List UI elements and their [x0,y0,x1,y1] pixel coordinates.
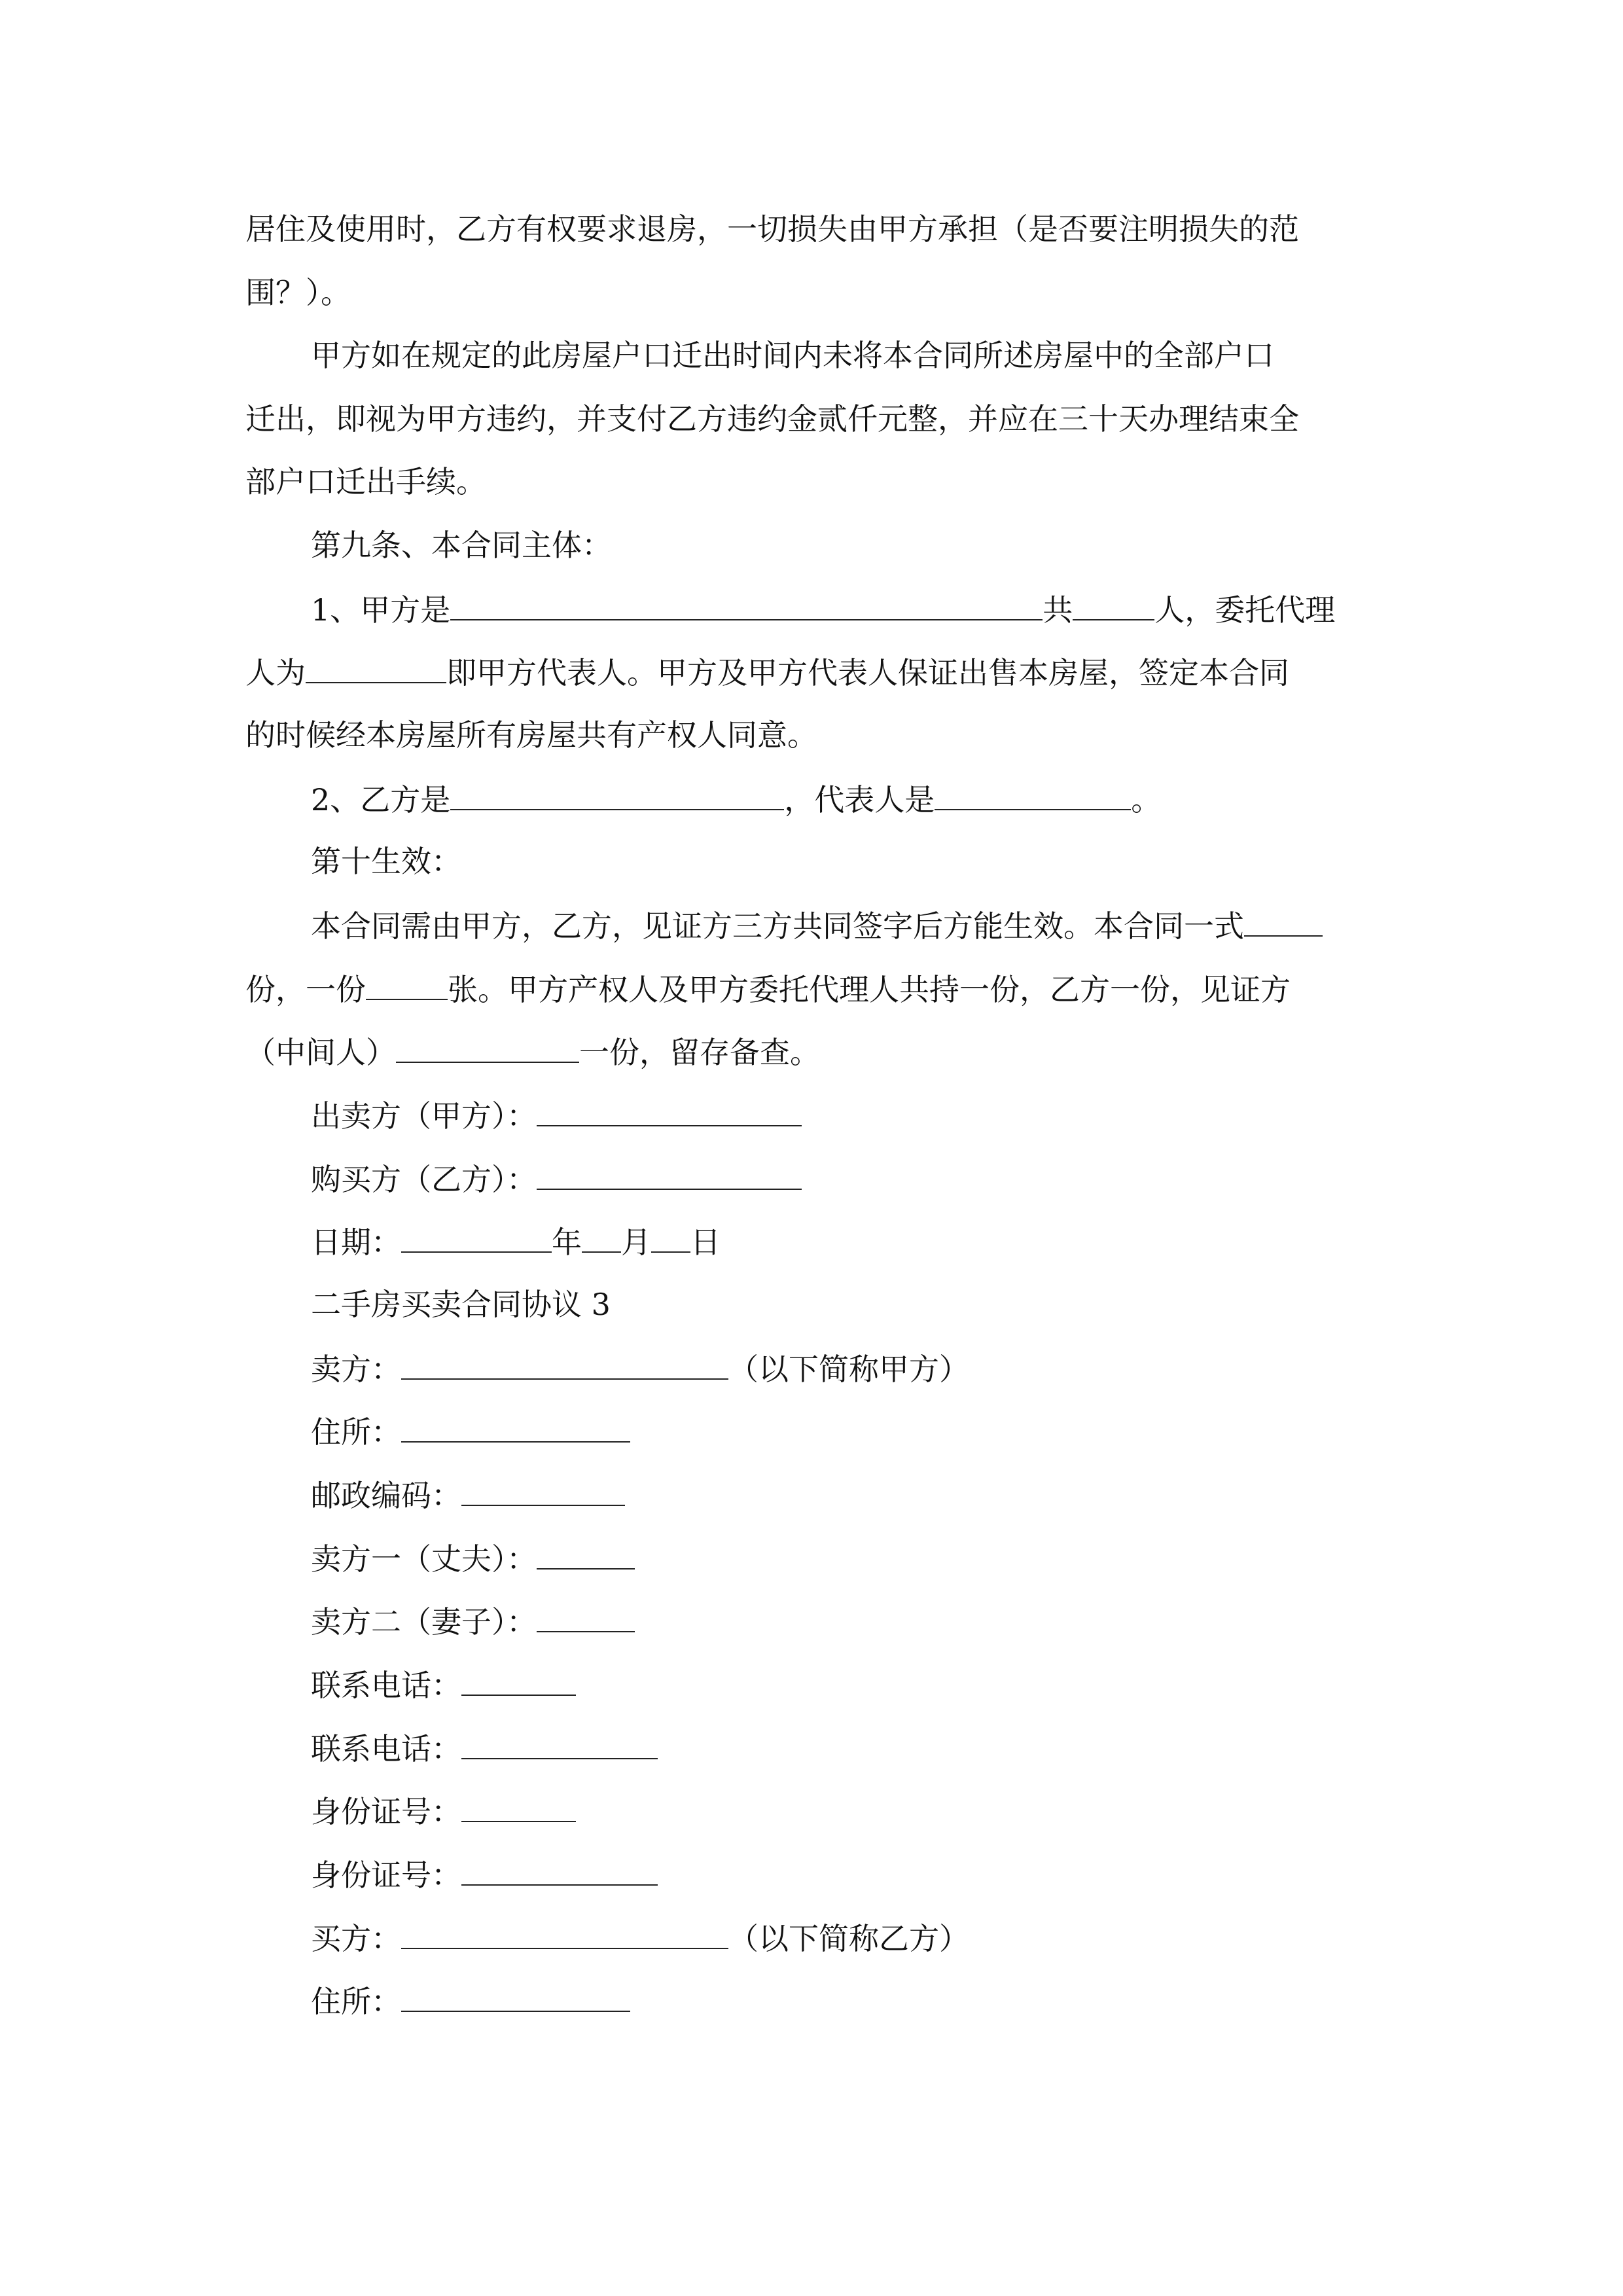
form-line [311,1601,635,1641]
paragraph-line [245,273,351,312]
paragraph-line [245,462,486,501]
text: 人为 [245,655,306,691]
text: ，代表人是 [784,782,935,817]
form-line [311,1538,635,1579]
paragraph-line [245,969,1291,1009]
text: （以下简称乙方） [728,1921,969,1956]
text: （以下简称甲方） [728,1352,969,1387]
paragraph-line [311,589,1335,630]
signature-line [311,1095,802,1136]
text: 即甲方代表人。甲方及甲方代表人保证出售本房屋，签定本合同 [446,655,1289,691]
fill-in-blank[interactable] [401,1221,552,1253]
fill-in-blank[interactable] [401,1918,728,1949]
form-line [311,1981,630,2021]
fill-in-blank[interactable] [651,1221,690,1253]
text: 联系电话： [311,1668,461,1703]
text: 日期： [311,1225,401,1260]
fill-in-blank[interactable] [450,779,784,810]
fill-in-blank[interactable] [461,1728,658,1759]
paragraph-line [311,779,1161,819]
form-line [311,1475,625,1515]
text: 第九条、本合同主体： [311,528,612,563]
section-heading [311,842,461,881]
text: 住所： [311,1984,401,2019]
fill-in-blank[interactable] [1073,589,1154,620]
form-line [311,1348,969,1389]
fill-in-blank[interactable] [537,1538,635,1570]
fill-in-blank[interactable] [537,1601,635,1632]
text: 卖方二（妻子）： [311,1604,537,1640]
fill-in-blank[interactable] [461,1475,625,1506]
text: 的时候经本房屋所有房屋共有产权人同意。 [245,717,817,753]
text: 居住及使用时，乙方有权要求退房，一切损失由甲方承担（是否要注明损失的范 [245,211,1299,247]
text: 住所： [311,1414,401,1450]
text: 围？）。 [245,275,351,310]
form-line [311,1728,658,1768]
text: 迁出，即视为甲方违约，并支付乙方违约金贰仟元整，并应在三十天办理结束全 [245,401,1299,437]
text: 部户口迁出手续。 [245,464,486,499]
signature-line [311,1158,802,1199]
text: 联系电话： [311,1731,461,1767]
fill-in-blank[interactable] [461,1854,658,1886]
paragraph-line [245,209,1378,249]
text: 身份证号： [311,1794,461,1829]
form-line [311,1918,969,1958]
paragraph-line [245,1031,820,1072]
text: 1、甲方是 [311,592,451,628]
fill-in-blank[interactable] [306,652,446,683]
fill-in-blank[interactable] [401,1981,630,2012]
paragraph-line [311,336,1274,375]
text: 本合同需由甲方，乙方，见证方三方共同签字后方能生效。本合同一式 [311,908,1244,944]
form-line [311,1411,630,1452]
text: 共 [1043,592,1073,628]
date-line [311,1221,721,1262]
text: 份，一份 [245,972,366,1007]
paragraph-line [245,399,1378,439]
fill-in-blank[interactable] [537,1095,802,1126]
text: 卖方一（丈夫）： [311,1541,537,1577]
document-subtitle [311,1285,611,1324]
text: 购买方（乙方）： [311,1162,537,1197]
fill-in-blank[interactable] [935,779,1131,810]
text: 张。甲方产权人及甲方委托代理人共持一份，乙方一份，见证方 [448,972,1291,1007]
text: 买方： [311,1921,401,1956]
fill-in-blank[interactable] [1244,905,1323,937]
text: （中间人） [245,1035,396,1070]
form-line [311,1854,658,1895]
text: 日 [690,1225,721,1260]
text: 邮政编码： [311,1478,461,1513]
text: 身份证号： [311,1857,461,1893]
text: 甲方如在规定的此房屋户口迁出时间内未将本合同所述房屋中的全部户口 [311,338,1274,373]
form-line [311,1791,576,1831]
fill-in-blank[interactable] [450,589,1043,620]
text: 2、乙方是 [311,782,451,817]
text: 月 [621,1225,651,1260]
text: 二手房买卖合同协议 3 [311,1287,611,1322]
text: 人，委托代理 [1154,592,1336,628]
text: 一份，留存备查。 [579,1035,820,1070]
paragraph-line [311,905,1323,946]
fill-in-blank[interactable] [366,969,448,1000]
fill-in-blank[interactable] [537,1158,802,1190]
text: 第十生效： [311,844,461,879]
section-heading [311,526,612,565]
paragraph-line [245,652,1289,692]
fill-in-blank[interactable] [396,1031,579,1063]
text: 卖方： [311,1352,401,1387]
fill-in-blank[interactable] [401,1348,728,1380]
text: 年 [552,1225,582,1260]
form-line [311,1664,576,1705]
text: 出卖方（甲方）： [311,1098,537,1134]
fill-in-blank[interactable] [461,1664,576,1696]
paragraph-line [245,715,817,755]
text: 。 [1131,782,1162,817]
fill-in-blank[interactable] [401,1411,630,1443]
fill-in-blank[interactable] [461,1791,576,1822]
fill-in-blank[interactable] [582,1221,621,1253]
